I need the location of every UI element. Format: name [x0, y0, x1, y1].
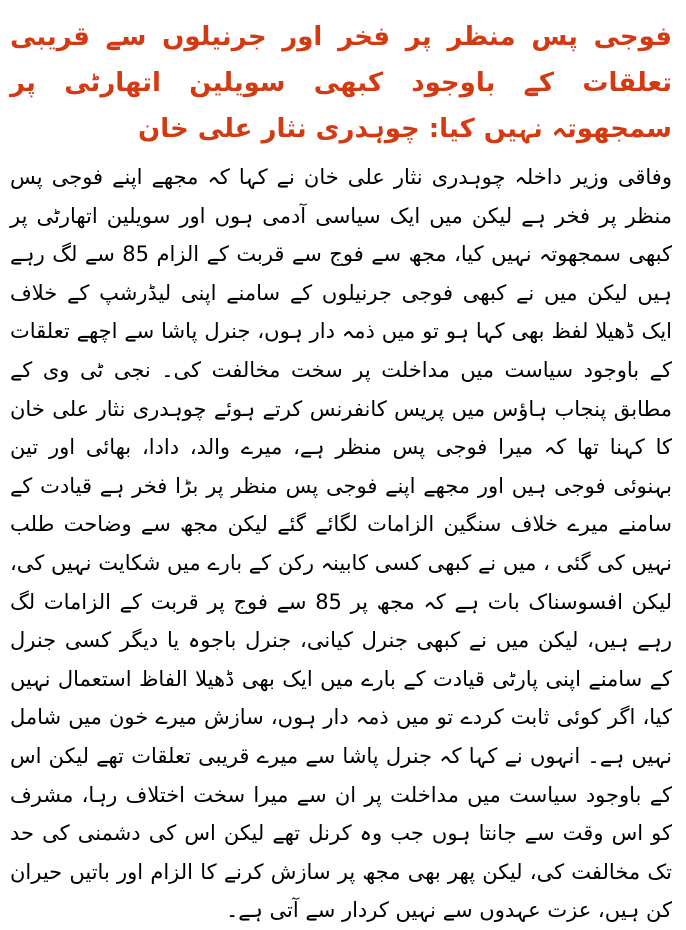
- article-headline: فوجی پس منظر پر فخر اور جرنیلوں سے قریبی تعلقات کے باوجود کبھی سویلین اتھارٹی پر سمجھوتہ نہیں کیا: چوہدری نثار علی خان: [10, 22, 672, 144]
- article-body: وفاقی وزیر داخلہ چوہدری نثار علی خان نے کہا کہ مجھے اپنے فوجی پس منظر پر فخر ہے لیکن میں ایک سیاسی آدمی ہوں اور سویلین اتھارٹی پر کبھی سمجھوتہ نہیں کیا، مجھ سے فوج سے قربت کے الزام 85 سے لگ رہے ہیں لیکن میں نے کبھی فوجی جرنیلوں کے سامنے اپنی لیڈرشپ کے خلاف ایک ڈھیلا لفظ بھی کہا ہو تو میں ذمہ دار ہوں، جنرل پاشا سے اچھے تعلقات کے باوجود سیاست میں مداخلت پر سخت مخالفت کی۔ نجی ٹی وی کے مطابق پنجاب ہاؤس میں پریس کانفرنس کرتے ہوئے چوہدری نثار علی خان کا کہنا تھا کہ میرا فوجی پس منظر ہے، میرے والد، دادا، بھائی اور تین بہنوئی فوجی ہیں اور مجھے اپنے فوجی پس منظر پر بڑا فخر ہے قیادت کے سامنے میرے خلاف سنگین الزامات لگائے گئے لیکن مجھ سے وضاحت طلب نہیں کی گئی ، میں نے کبھی کسی کابینہ رکن کے بارے میں شکایت نہیں کی، لیکن افسوسناک بات ہے کہ مجھ پر 85 سے فوج پر قربت کے الزامات لگ رہے ہیں، لیکن میں نے کبھی جنرل کیانی، جنرل باجوہ یا دیگر کسی جنرل کے سامنے اپنی پارٹی قیادت کے بارے میں ایک بھی ڈھیلا الفاظ استعمال نہیں کیا، اگر کوئی ثابت کردے تو میں ذمہ دار ہوں، سازش میرے خون میں شامل نہیں ہے۔ انہوں نے کہا کہ جنرل پاشا سے میرے قریبی تعلقات تھے لیکن اس کے باوجود سیاست میں مداخلت پر ان سے میرا سخت اختلاف رہا، مشرف کو اس وقت سے جانتا ہوں جب وہ کرنل تھے لیکن اس کی دشمنی کی حد تک مخالفت کی، لیکن پھر بھی مجھ پر سازش کرنے کا الزام اور باتیں حیران کن ہیں، عزت عہدوں سے نہیں کردار سے آتی ہے۔: [10, 165, 673, 923]
